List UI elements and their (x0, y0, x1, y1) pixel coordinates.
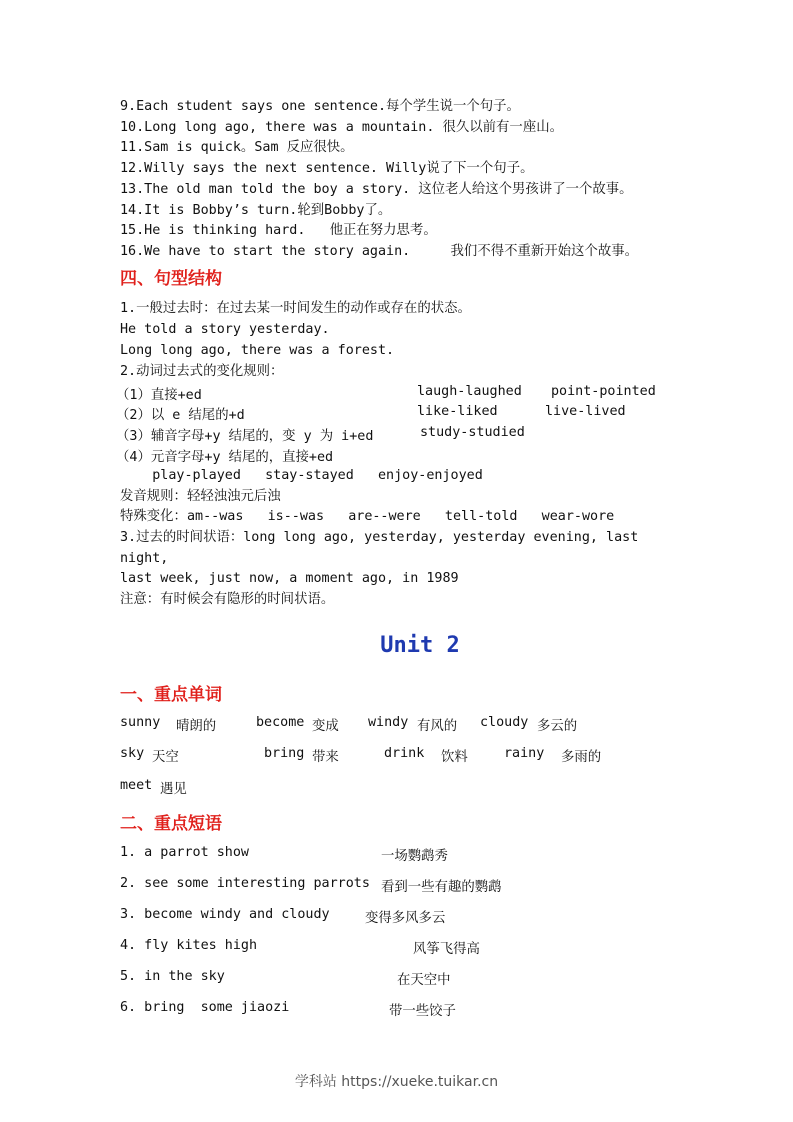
phrase-en: 2. see some interesting parrots (120, 876, 370, 891)
rule-example-2: live-lived (545, 404, 626, 419)
rule-example-1: study-studied (420, 425, 525, 440)
phrase-zh: 风筝飞得高 (413, 942, 480, 957)
phrase-row-4 (0, 938, 793, 958)
rule-label: （1）直接+ed (116, 388, 202, 403)
special-changes: 特殊变化：am--was is--was are--were tell-told wear-wore (120, 509, 615, 524)
word-en: become (256, 715, 305, 730)
word-en: rainy (504, 746, 545, 761)
rule-row-3 (0, 425, 793, 445)
rule-example-1: laugh-laughed (417, 384, 522, 399)
phrase-row-2 (0, 876, 793, 896)
sentence-9: 9.Each student says one sentence.每个学生说一个句子。 (120, 99, 520, 114)
word-zh: 多云的 (537, 719, 578, 734)
section1-heading: 一、重点单词 (120, 685, 222, 705)
word-en: sunny (120, 715, 161, 730)
time-adverbs-line-3: last week, just now, a moment ago, in 1989 (120, 571, 459, 586)
grammar-line-2: He told a story yesterday. (120, 322, 330, 337)
time-adverbs-line-1: 3.过去的时间状语：long long ago, yesterday, yesterday evening, last (120, 530, 639, 545)
rule-example-2: point-pointed (551, 384, 656, 399)
word-zh: 变成 (312, 719, 339, 734)
sentence-14: 14.It is Bobby’s turn.轮到Bobby了。 (120, 203, 392, 218)
unit-title: Unit 2 (380, 633, 460, 658)
phrase-en: 5. in the sky (120, 969, 225, 984)
rule-row-2 (0, 404, 793, 424)
word-row-2 (0, 746, 793, 766)
time-adverbs-line-2: night, (120, 551, 169, 566)
phrase-en: 4. fly kites high (120, 938, 258, 953)
sentence-12: 12.Willy says the next sentence. Willy说了下一个句子。 (120, 161, 534, 176)
rule-label: （2）以 e 结尾的+d (116, 408, 245, 423)
rule-label: （4）元音字母+y 结尾的，直接+ed (116, 450, 334, 465)
word-zh: 饮料 (441, 750, 468, 765)
phrase-zh: 在天空中 (397, 973, 451, 988)
word-en: windy (368, 715, 409, 730)
phrase-row-3 (0, 907, 793, 927)
phrase-row-6 (0, 1000, 793, 1020)
phrase-en: 6. bring some jiaozi (120, 1000, 290, 1015)
rule4-examples: play-played stay-stayed enjoy-enjoyed (120, 468, 483, 483)
phrase-row-5 (0, 969, 793, 989)
section4-heading: 四、句型结构 (120, 269, 222, 289)
word-zh: 多雨的 (561, 750, 602, 765)
phrase-en: 1. a parrot show (120, 845, 249, 860)
grammar-line-4: 2.动词过去式的变化规则： (120, 364, 284, 379)
word-zh: 天空 (152, 750, 179, 765)
word-en: bring (264, 746, 305, 761)
word-en: sky (120, 746, 145, 761)
word-zh: 有风的 (417, 719, 458, 734)
word-zh: 遇见 (160, 782, 187, 797)
note-line: 注意：有时候会有隐形的时间状语。 (120, 592, 335, 607)
word-en: meet (120, 778, 153, 793)
word-en: cloudy (480, 715, 529, 730)
phrase-zh: 一场鹦鹉秀 (381, 849, 448, 864)
word-row-1 (0, 715, 793, 735)
grammar-line-1: 1.一般过去时：在过去某一时间发生的动作或存在的状态。 (120, 301, 471, 316)
sentence-16: 16.We have to start the story again. 我们不得不重新开始这个故事。 (120, 244, 639, 259)
word-zh: 带来 (312, 750, 339, 765)
sentence-13: 13.The old man told the boy a story. 这位老人给这个男孩讲了一个故事。 (120, 182, 633, 197)
word-zh: 晴朗的 (176, 719, 217, 734)
sentence-10: 10.Long long ago, there was a mountain. 很久以前有一座山。 (120, 120, 563, 135)
rule-label: （3）辅音字母+y 结尾的，变 y 为 i+ed (116, 429, 374, 444)
sentence-11: 11.Sam is quick。Sam 反应很快。 (120, 140, 354, 155)
sentence-15: 15.He is thinking hard. 他正在努力思考。 (120, 223, 437, 238)
phrase-zh: 变得多风多云 (365, 911, 446, 926)
rule-row-4 (0, 446, 793, 466)
phrase-zh: 带一些饺子 (389, 1004, 456, 1019)
footer-source: 学科站 https://xueke.tuikar.cn (294, 1074, 499, 1090)
grammar-line-3: Long long ago, there was a forest. (120, 343, 395, 358)
rule-example-1: like-liked (417, 404, 498, 419)
word-en: drink (384, 746, 425, 761)
phrase-en: 3. become windy and cloudy (120, 907, 330, 922)
section2-heading: 二、重点短语 (120, 814, 222, 834)
rule-row-1 (0, 384, 793, 404)
phrase-row-1 (0, 845, 793, 865)
word-row-3 (0, 778, 793, 798)
phrase-zh: 看到一些有趣的鹦鹉 (381, 880, 502, 895)
pronunciation-rule: 发音规则：轻轻浊浊元后浊 (120, 489, 281, 504)
